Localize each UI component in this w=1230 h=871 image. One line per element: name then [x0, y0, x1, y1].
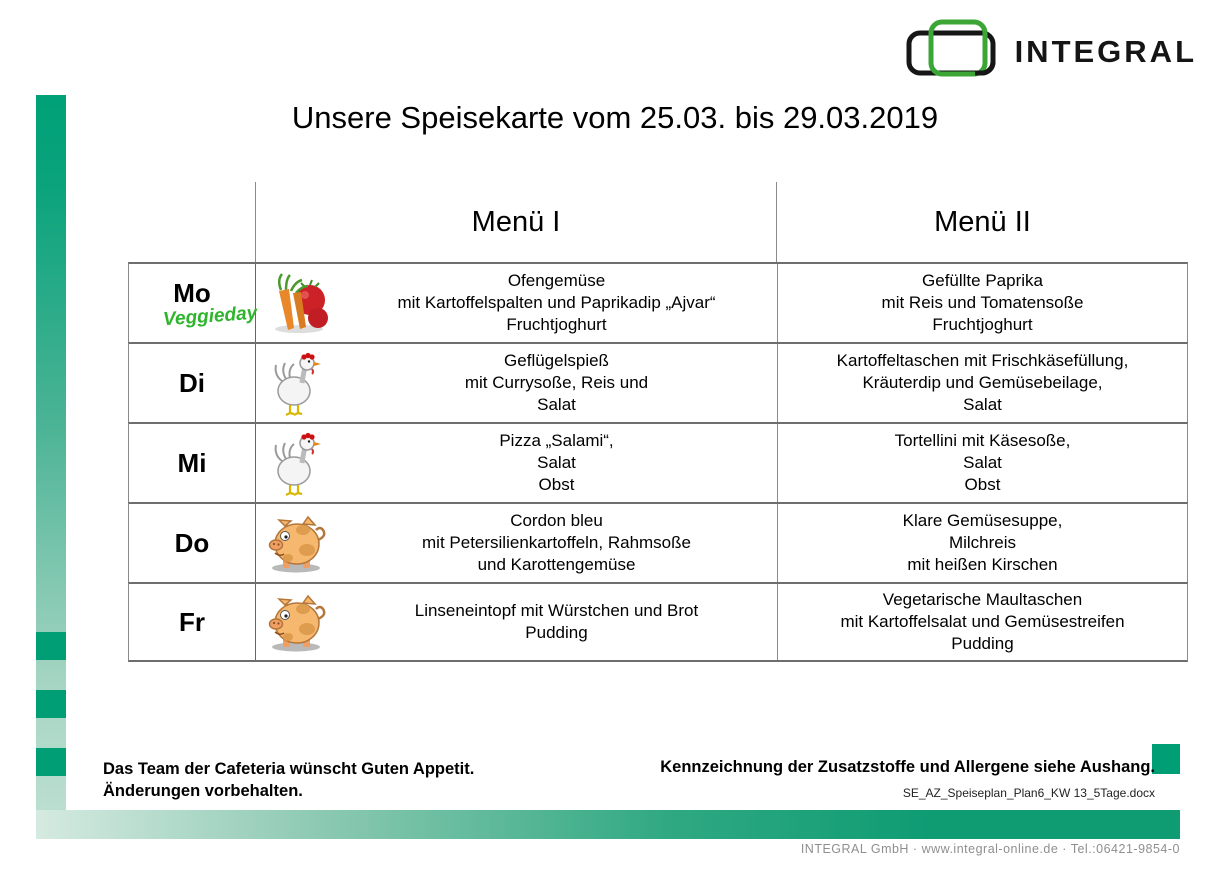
menu-line: Fruchtjoghurt	[932, 315, 1033, 334]
menu1-cell	[256, 504, 778, 582]
menu-line: mit Currysoße, Reis und	[464, 373, 649, 392]
table-row-monday	[128, 262, 1188, 342]
footer-changes-line: Änderungen vorbehalten.	[103, 782, 303, 800]
menu2-cell	[778, 584, 1187, 660]
menu-line: Milchreis	[948, 533, 1017, 552]
menu-line: mit heißen Kirschen	[907, 555, 1058, 574]
table-row-wednesday	[128, 422, 1188, 502]
day-cell	[129, 584, 256, 660]
menu-line: Salat	[537, 395, 576, 414]
menu2-cell	[778, 344, 1187, 422]
menu2-text	[778, 589, 1187, 655]
veggie-icon	[256, 272, 336, 334]
green-square	[36, 632, 66, 660]
header-menu1: Menü I	[255, 182, 777, 262]
menu2-text	[778, 430, 1187, 496]
day-label: Di	[179, 367, 205, 398]
integral-logo-wordmark: INTEGRAL	[1014, 33, 1197, 69]
green-square-right	[1152, 744, 1180, 774]
menu-line: Fruchtjoghurt	[506, 315, 607, 334]
menu-line: Kräuterdip und Gemüsebeilage,	[862, 373, 1103, 392]
footer-left-note	[103, 758, 474, 802]
menu-line: Ofengemüse	[507, 271, 606, 290]
table-header-row	[128, 182, 1188, 262]
menu-line: mit Petersilienkartoffeln, Rahmsoße	[422, 533, 691, 552]
green-square	[36, 748, 66, 776]
footer-appetit-line: Das Team der Cafeteria wünscht Guten Appetit.	[103, 760, 475, 778]
menu-line: Salat	[963, 395, 1002, 414]
menu-line: mit Kartoffelspalten und Paprikadip „Ajvar“	[397, 293, 716, 312]
day-cell	[129, 424, 256, 502]
header-menu2: Menü II	[934, 205, 1031, 238]
menu2-text	[778, 350, 1187, 416]
menu1-text	[336, 350, 777, 416]
menu-line: Obst	[538, 475, 575, 494]
day-label: Do	[174, 527, 210, 558]
day-label: Fr	[179, 606, 205, 637]
menu1-cell	[256, 344, 778, 422]
pig-icon	[256, 512, 336, 574]
page-title: Unsere Speisekarte vom 25.03. bis 29.03.2019	[291, 100, 939, 135]
menu-line: Klare Gemüsesuppe,	[902, 511, 1063, 530]
menu-line: Tortellini mit Käsesoße,	[894, 431, 1071, 450]
menu2-cell	[778, 264, 1187, 342]
menu1-cell	[256, 424, 778, 502]
menu-line: Cordon bleu	[510, 511, 603, 530]
menu1-text	[336, 600, 777, 644]
footer-allergen-note: Kennzeichnung der Zusatzstoffe und Allergene siehe Aushang.	[660, 758, 1155, 776]
menu-line: mit Kartoffelsalat und Gemüsestreifen	[840, 612, 1125, 631]
menu1-cell	[256, 264, 778, 342]
menu-line: Vegetarische Maultaschen	[882, 590, 1083, 609]
menu-line: Obst	[964, 475, 1001, 494]
footer-filename: SE_AZ_Speiseplan_Plan6_KW 13_5Tage.docx	[902, 786, 1155, 800]
green-square	[36, 690, 66, 718]
table-body	[128, 262, 1188, 662]
menu1-text	[336, 270, 777, 336]
day-cell	[129, 344, 256, 422]
header-day-column	[128, 182, 255, 262]
footer-company-info: INTEGRAL GmbH · www.integral-online.de · Tel.:06421-9854-0	[800, 842, 1180, 856]
table-row-tuesday	[128, 342, 1188, 422]
menu-line: mit Reis und Tomatensoße	[881, 293, 1084, 312]
day-cell	[129, 264, 256, 342]
menu-line: Kartoffeltaschen mit Frischkäsefüllung,	[836, 351, 1129, 370]
day-label: Mi	[177, 447, 207, 478]
menu-line: Pudding	[525, 623, 588, 642]
left-gradient-strip	[36, 95, 66, 839]
menu1-text	[336, 430, 777, 496]
menu-line: Salat	[963, 453, 1002, 472]
menu1-text	[336, 510, 777, 576]
table-row-thursday	[128, 502, 1188, 582]
menu-line: Linseneintopf mit Würstchen und Brot	[414, 601, 699, 620]
menu-table	[128, 182, 1188, 662]
menu2-cell	[778, 424, 1187, 502]
menu-line: Salat	[537, 453, 576, 472]
pig-icon	[256, 591, 336, 653]
table-row-friday	[128, 582, 1188, 662]
menu-line: Geflügelspieß	[504, 351, 609, 370]
menu2-text	[778, 270, 1187, 336]
bottom-gradient-bar	[36, 810, 1180, 839]
menu1-cell	[256, 584, 778, 660]
integral-logo-icon	[905, 18, 1005, 85]
menu2-cell	[778, 504, 1187, 582]
menu-line: Pizza „Salami“,	[499, 431, 614, 450]
chicken-icon	[256, 429, 336, 497]
day-cell	[129, 504, 256, 582]
chicken-icon	[256, 349, 336, 417]
veggieday-tag: Veggieday	[162, 302, 258, 331]
menu-line: und Karottengemüse	[477, 555, 636, 574]
integral-logo	[905, 18, 1197, 85]
menu-line: Gefüllte Paprika	[922, 271, 1043, 290]
menu2-text	[778, 510, 1187, 576]
day-label: Mo	[173, 278, 211, 308]
menu-line: Pudding	[951, 634, 1014, 653]
